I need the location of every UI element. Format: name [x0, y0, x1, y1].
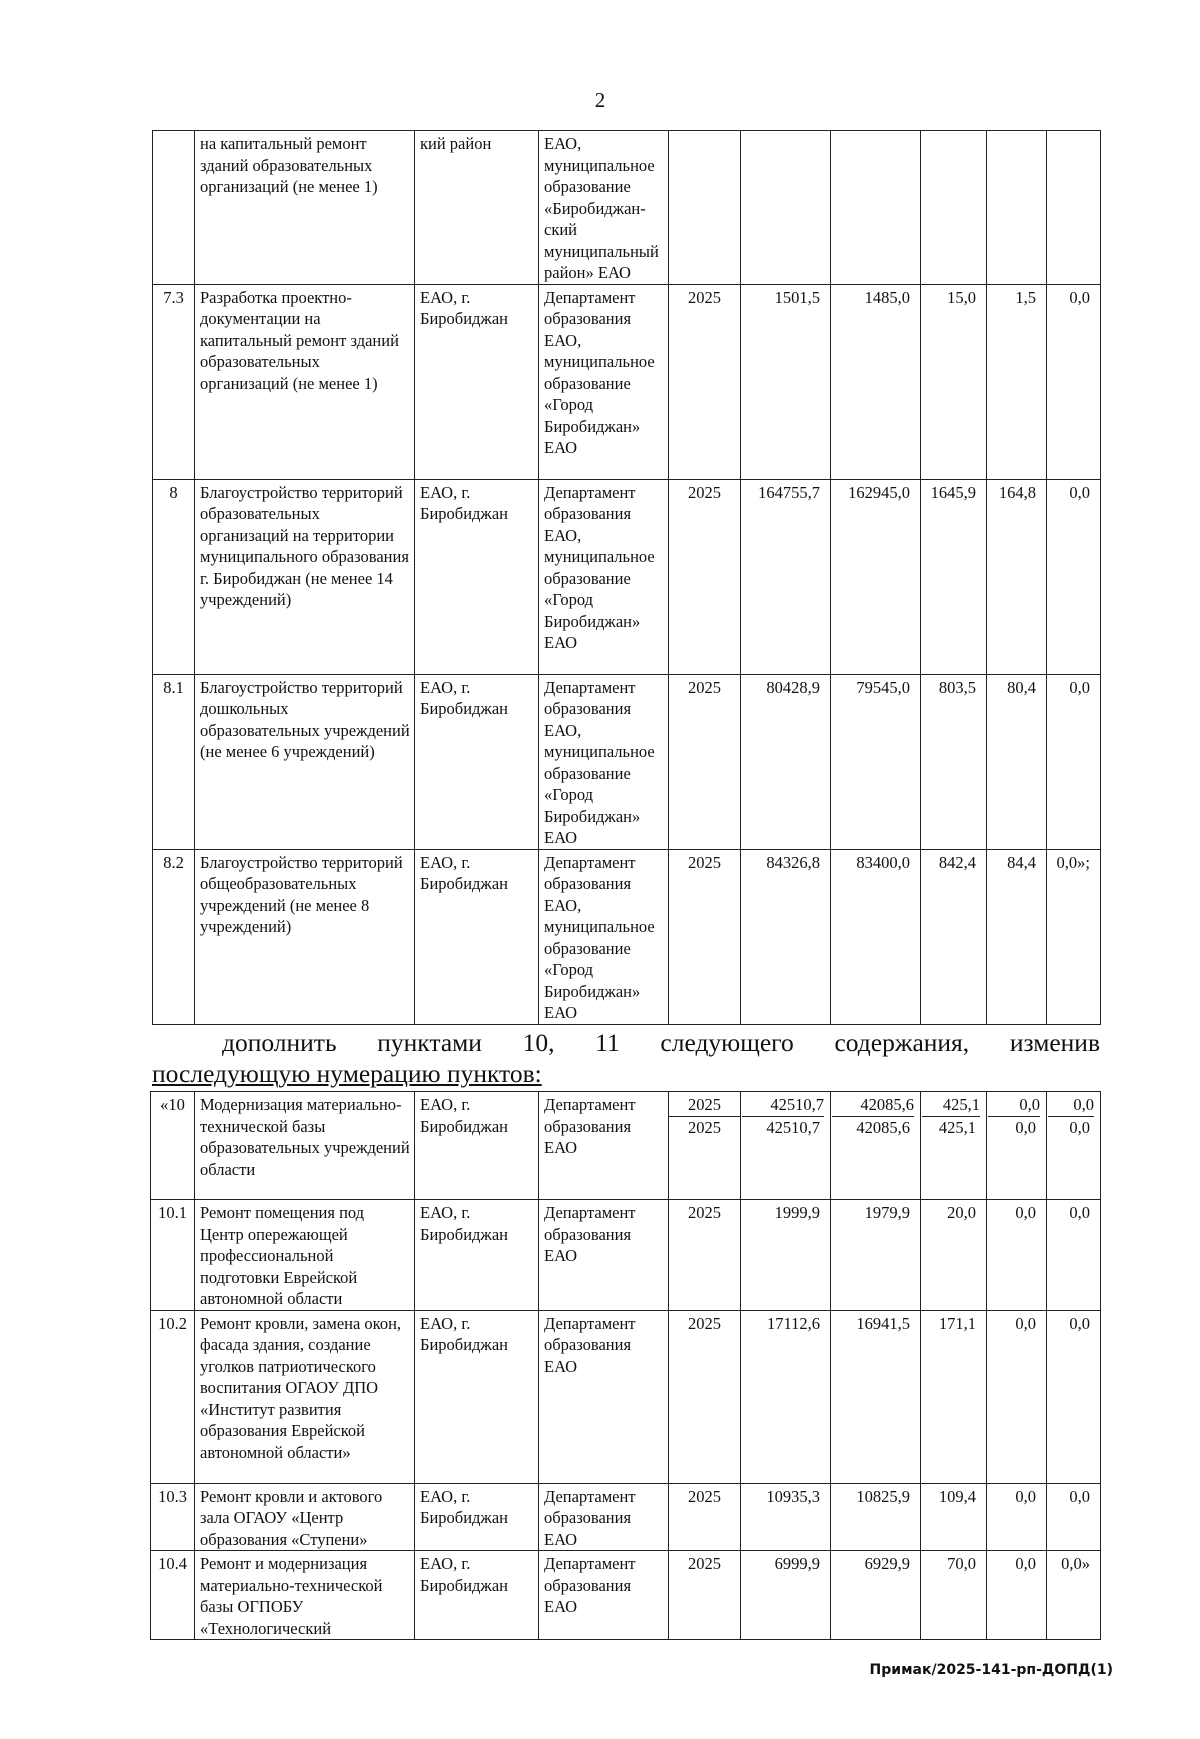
row-federal [831, 674, 921, 849]
row-year [669, 284, 741, 479]
row-name-value: Ремонт кровли и актового зала ОГАОУ «Центр образования «Ступени» [200, 1486, 383, 1549]
row-federal-value: 83400,0 [856, 852, 910, 872]
row-other [1047, 479, 1101, 674]
row-federal [831, 131, 921, 285]
row-total-value: 17112,6 [766, 1313, 820, 1333]
row-year [669, 1200, 741, 1311]
row-executor-value: Департамент образования ЕАО, муниципальное образование «Город Биробиджан» ЕАО [544, 482, 655, 652]
row-year-value-2: 2025 [688, 1117, 721, 1137]
row-other-value: 0,0 [1069, 1203, 1090, 1222]
row-number-value: 10.3 [158, 1486, 187, 1506]
row-regional-value: 1645,9 [930, 482, 976, 502]
row-number [151, 1551, 195, 1640]
row-regional [921, 284, 987, 479]
row-name [195, 674, 415, 849]
row-municipal [987, 1310, 1047, 1483]
row-other [1047, 1551, 1101, 1640]
row-total [741, 674, 831, 849]
row-federal [831, 1092, 921, 1200]
row-other [1047, 131, 1101, 285]
row-number-value: 7.3 [163, 287, 184, 307]
row-name [195, 1200, 415, 1311]
row-municipal-value: 0,0 [988, 1094, 1040, 1117]
row-other [1047, 674, 1101, 849]
row-regional-value: 842,4 [938, 852, 976, 872]
row-regional [921, 849, 987, 1024]
row-number [153, 284, 195, 479]
row-executor-value: Департамент образования ЕАО [544, 1313, 636, 1376]
paragraph-line-1: дополнить пунктами 10, 11 следующего содержания, изменив [222, 1028, 1100, 1057]
row-executor-value: Департамент образования ЕАО, муниципальное образование «Город Биробиджан» ЕАО [544, 287, 655, 457]
row-total [741, 1092, 831, 1200]
row-federal [831, 1551, 921, 1640]
row-year-value: 2025 [669, 1094, 741, 1117]
row-regional-value: 803,5 [938, 677, 976, 697]
row-year-value: 2025 [688, 482, 721, 502]
row-other [1047, 1200, 1101, 1311]
paragraph-line-2-text: последующую нумерацию пунктов: [152, 1059, 542, 1088]
row-name [195, 1551, 415, 1640]
program-table-continued [152, 130, 1101, 1025]
row-municipal [987, 131, 1047, 285]
row-place-value: кий район [420, 134, 492, 153]
row-municipal [987, 1483, 1047, 1551]
row-name-value: Ремонт помещения под Центр опережающей профессиональной подготовки Еврейской автономной области [200, 1203, 365, 1308]
row-year [669, 674, 741, 849]
row-number-value: 8.1 [163, 677, 184, 697]
row-other-value: 0,0 [1069, 1313, 1090, 1333]
row-total [741, 479, 831, 674]
row-regional-value: 20,0 [947, 1203, 976, 1222]
row-place [415, 284, 539, 479]
document-footer-code: Примак/2025-141-рп-ДОПД(1) [869, 1662, 1113, 1678]
row-name [195, 131, 415, 285]
row-number-value: 10.1 [158, 1203, 187, 1222]
row-municipal-value: 80,4 [1007, 677, 1036, 697]
row-municipal [987, 1551, 1047, 1640]
row-municipal-value: 0,0 [1015, 1486, 1036, 1506]
row-total-value: 1501,5 [774, 287, 820, 307]
row-number [153, 674, 195, 849]
row-year [669, 1310, 741, 1483]
row-federal [831, 479, 921, 674]
row-name-value: Ремонт кровли, замена окон, фасада здания, создание уголков патриотического воспитания ОГАОУ ДПО «Институт развития образования Еврейской автономной области» [200, 1313, 402, 1462]
row-year [669, 479, 741, 674]
row-number-value: «10 [160, 1095, 185, 1114]
row-federal [831, 1200, 921, 1311]
row-year-value: 2025 [688, 852, 721, 872]
row-executor-value: Департамент образования ЕАО [544, 1203, 636, 1265]
row-name-value: Разработка проектно-документации на капитальный ремонт зданий образовательных организаций (не менее 1) [200, 287, 399, 393]
table-row [151, 1200, 1101, 1311]
row-regional [921, 1483, 987, 1551]
row-other-value: 0,0 [1069, 287, 1090, 307]
row-regional [921, 1551, 987, 1640]
row-municipal [987, 284, 1047, 479]
row-place [415, 1092, 539, 1200]
row-executor [539, 1483, 669, 1551]
row-number [151, 1310, 195, 1483]
row-total-value-2: 42510,7 [766, 1117, 820, 1137]
row-year-value: 2025 [688, 1486, 721, 1506]
table-row [151, 1310, 1101, 1483]
row-executor-value: ЕАО, муниципальное образование «Биробиджан-ский муниципальный район» ЕАО [544, 134, 659, 282]
row-name [195, 1310, 415, 1483]
row-other-value: 0,0 [1069, 482, 1090, 502]
row-other [1047, 1092, 1101, 1200]
row-executor [539, 849, 669, 1024]
row-regional [921, 131, 987, 285]
row-municipal-value: 164,8 [998, 482, 1036, 502]
row-executor [539, 674, 669, 849]
row-total [741, 1200, 831, 1311]
row-number-value: 8.2 [163, 852, 184, 872]
row-total-value: 164755,7 [758, 482, 820, 502]
row-place [415, 674, 539, 849]
row-place [415, 1551, 539, 1640]
row-number [153, 849, 195, 1024]
row-executor-value: Департамент образования ЕАО, муниципальное образование «Город Биробиджан» ЕАО [544, 852, 655, 1022]
table-row [151, 1551, 1101, 1640]
row-other [1047, 1483, 1101, 1551]
row-federal-value: 16941,5 [856, 1313, 910, 1333]
row-total-value: 42510,7 [742, 1094, 824, 1117]
row-other [1047, 1310, 1101, 1483]
row-name [195, 284, 415, 479]
row-place [415, 849, 539, 1024]
row-executor-value: Департамент образования ЕАО [544, 1486, 636, 1549]
row-total [741, 284, 831, 479]
row-place [415, 1200, 539, 1311]
row-federal [831, 1483, 921, 1551]
row-total [741, 1551, 831, 1640]
row-number-value: 10.4 [158, 1554, 187, 1573]
row-municipal [987, 1092, 1047, 1200]
row-year [669, 1483, 741, 1551]
row-year [669, 131, 741, 285]
paragraph-line-2 [152, 1059, 1100, 1089]
row-name-value: Благоустройство территорий общеобразовательных учреждений (не менее 8 учреждений) [200, 852, 403, 936]
row-name-value: Благоустройство территорий образовательных организаций на территории муниципального образования г. Биробиджан (не менее 14 учреждений) [200, 482, 409, 609]
row-other [1047, 849, 1101, 1024]
row-executor-value: Департамент образования ЕАО [544, 1095, 636, 1157]
row-place-value: ЕАО, г. Биробиджан [420, 852, 508, 893]
row-federal-value: 162945,0 [848, 482, 910, 502]
row-place-value: ЕАО, г. Биробиджан [420, 287, 508, 328]
row-total [741, 849, 831, 1024]
row-federal-value: 1485,0 [864, 287, 910, 307]
row-total [741, 1310, 831, 1483]
row-place-value: ЕАО, г. Биробиджан [420, 1095, 508, 1136]
row-municipal-value: 0,0 [1015, 1313, 1036, 1333]
table-row [151, 1483, 1101, 1551]
table-row [153, 479, 1101, 674]
row-regional [921, 479, 987, 674]
row-municipal [987, 674, 1047, 849]
row-federal [831, 284, 921, 479]
row-municipal [987, 479, 1047, 674]
row-total-value: 84326,8 [766, 852, 820, 872]
row-other-value-2: 0,0 [1069, 1117, 1090, 1137]
row-place [415, 131, 539, 285]
row-total [741, 1483, 831, 1551]
row-regional [921, 1092, 987, 1200]
table-row [151, 1092, 1101, 1200]
table-row [153, 131, 1101, 285]
row-municipal-value: 84,4 [1007, 852, 1036, 872]
row-year-value: 2025 [688, 677, 721, 697]
row-year-value: 2025 [688, 1554, 721, 1573]
row-municipal-value: 1,5 [1015, 287, 1036, 307]
row-regional-value: 70,0 [947, 1554, 976, 1573]
row-executor [539, 1200, 669, 1311]
row-number-value: 10.2 [158, 1313, 187, 1333]
row-federal [831, 849, 921, 1024]
row-number [153, 131, 195, 285]
row-name-value: Модернизация материально-технической базы образовательных учреждений области [200, 1095, 410, 1179]
row-year [669, 849, 741, 1024]
row-place-value: ЕАО, г. Биробиджан [420, 1203, 508, 1244]
row-other [1047, 284, 1101, 479]
row-place-value: ЕАО, г. Биробиджан [420, 677, 508, 718]
row-year-value: 2025 [688, 1313, 721, 1333]
row-executor [539, 1092, 669, 1200]
row-place [415, 479, 539, 674]
row-total-value: 1999,9 [774, 1203, 820, 1222]
row-federal-value: 6929,9 [864, 1554, 910, 1573]
row-regional-value: 109,4 [938, 1486, 976, 1506]
row-number [151, 1092, 195, 1200]
row-other-value: 0,0» [1061, 1554, 1090, 1573]
row-other-value: 0,0 [1069, 1486, 1090, 1506]
row-place [415, 1310, 539, 1483]
row-name-value: на капитальный ремонт зданий образовательных организаций (не менее 1) [200, 134, 378, 196]
table-row [153, 849, 1101, 1024]
row-year [669, 1092, 741, 1200]
row-executor [539, 1551, 669, 1640]
row-number [151, 1483, 195, 1551]
row-other-value: 0,0 [1048, 1094, 1094, 1117]
row-executor [539, 1310, 669, 1483]
row-municipal-value: 0,0 [1015, 1554, 1036, 1573]
table-row [153, 674, 1101, 849]
row-executor-value: Департамент образования ЕАО [544, 1554, 636, 1616]
row-name [195, 479, 415, 674]
row-federal-value: 79545,0 [856, 677, 910, 697]
row-regional-value: 15,0 [947, 287, 976, 307]
row-number-value: 8 [169, 482, 178, 502]
row-year-value: 2025 [688, 1203, 721, 1222]
row-total-value: 6999,9 [774, 1554, 820, 1573]
row-name [195, 849, 415, 1024]
row-federal [831, 1310, 921, 1483]
page-number: 2 [594, 88, 606, 112]
row-total [741, 131, 831, 285]
row-municipal [987, 849, 1047, 1024]
row-place-value: ЕАО, г. Биробиджан [420, 1313, 508, 1354]
table-row [153, 284, 1101, 479]
row-municipal-value: 0,0 [1015, 1203, 1036, 1222]
row-executor [539, 131, 669, 285]
row-regional-value: 425,1 [922, 1094, 980, 1117]
row-name-value: Благоустройство территорий дошкольных образовательных учреждений (не менее 6 учреждений) [200, 677, 410, 761]
row-federal-value: 10825,9 [856, 1486, 910, 1506]
row-municipal [987, 1200, 1047, 1311]
row-number [153, 479, 195, 674]
row-regional-value-2: 425,1 [938, 1117, 976, 1137]
row-regional [921, 674, 987, 849]
row-executor-value: Департамент образования ЕАО, муниципальное образование «Город Биробиджан» ЕАО [544, 677, 655, 847]
program-table-added [150, 1091, 1101, 1640]
row-federal-value-2: 42085,6 [856, 1117, 910, 1137]
row-place [415, 1483, 539, 1551]
row-regional [921, 1200, 987, 1311]
row-regional-value: 171,1 [938, 1313, 976, 1333]
row-regional [921, 1310, 987, 1483]
row-other-value: 0,0 [1069, 677, 1090, 697]
row-place-value: ЕАО, г. Биробиджан [420, 1554, 508, 1595]
row-other-value: 0,0»; [1056, 852, 1090, 872]
row-total-value: 10935,3 [766, 1486, 820, 1506]
row-name [195, 1092, 415, 1200]
row-place-value: ЕАО, г. Биробиджан [420, 1486, 508, 1527]
row-place-value: ЕАО, г. Биробиджан [420, 482, 508, 523]
row-year-value: 2025 [688, 287, 721, 307]
row-name [195, 1483, 415, 1551]
row-total-value: 80428,9 [766, 677, 820, 697]
row-executor [539, 479, 669, 674]
row-number [151, 1200, 195, 1311]
row-federal-value: 42085,6 [832, 1094, 914, 1117]
row-name-value: Ремонт и модернизация материально-технической базы ОГПОБУ «Технологический [200, 1554, 383, 1638]
row-year [669, 1551, 741, 1640]
row-municipal-value-2: 0,0 [1015, 1117, 1036, 1137]
row-executor [539, 284, 669, 479]
row-federal-value: 1979,9 [864, 1203, 910, 1222]
